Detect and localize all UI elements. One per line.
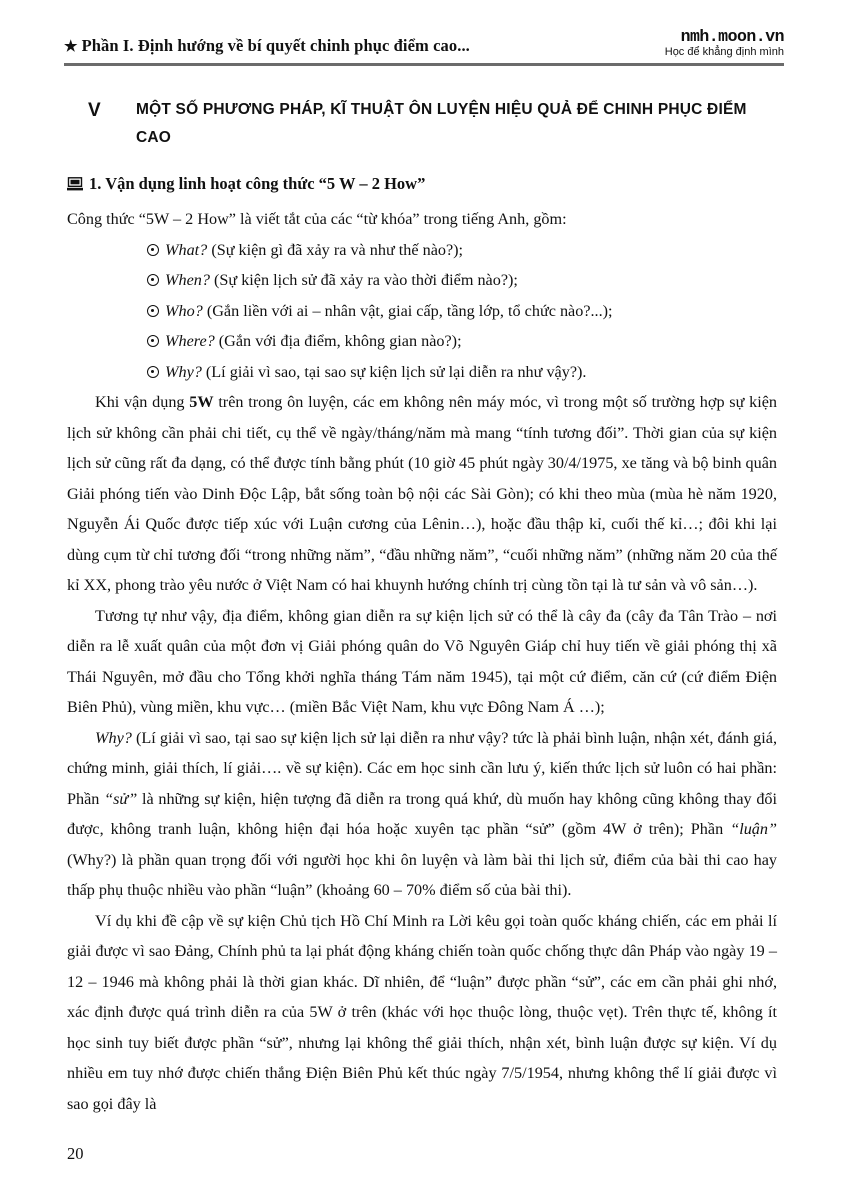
computer-icon — [67, 177, 83, 191]
paragraph-1: Khi vận dụng 5W trên trong ôn luyện, các em không nên máy móc, vì trong một số trường hợp sự kiện lịch sử không cần phải chi tiết, cụ thể về ngày/tháng/năm mà mang “tính tương đối”. Thời gian của sự kiện lịch sử cũng rất đa dạng, có thể được tính bằng phút (10 giờ 45 phút ngày 30/4/1975, xe tăng và bộ binh quân Giải phóng tiến vào Dinh Độc Lập, bắt sống toàn bộ nội các Sài Gòn); có khi theo mùa (mùa hè năm 1920, Nguyễn Ái Quốc được tiếp xúc với Luận cương của Lênin…), hoặc đầu thập kỉ, cuối thế kỉ…; đôi khi lại dùng cụm từ chỉ tương đối “trong những năm”, “đầu những năm”, “cuối những năm” (những năm 20 của thế kỉ XX, phong trào yêu nước ở Việt Nam có hai khuynh hướng chính trị cùng tồn tại là tư sản và vô sản…). — [67, 393, 777, 594]
brand-logo — [665, 28, 784, 59]
circle-bullet-icon — [147, 366, 159, 378]
circle-bullet-icon — [147, 335, 159, 347]
list-item: What? (Sự kiện gì đã xảy ra và như thế nào?); — [67, 235, 777, 266]
subheading: 1. Vận dụng linh hoạt công thức “5 W – 2 How” — [67, 174, 425, 194]
list-item: Where? (Gắn với địa điểm, không gian nào?); — [67, 326, 777, 357]
page-header — [64, 28, 784, 64]
list-item: When? (Sự kiện lịch sử đã xảy ra vào thời điểm nào?); — [67, 265, 777, 296]
paragraph-3: Why? (Lí giải vì sao, tại sao sự kiện lịch sử lại diễn ra như vậy? tức là phải bình luận, nhận xét, đánh giá, chứng minh, giải thích, lí giải…. về sự kiện). Các em học sinh cần lưu ý, kiến thức lịch sử luôn có hai phần: Phần “sử” là những sự kiện, hiện tượng đã diễn ra trong quá khứ, dù muốn hay không cũng không thay đổi được, không tranh luận, không hiện đại hóa hoặc xuyên tạc phần “sử” (gồm 4W ở trên); Phần “luận” (Why?) là phần quan trọng đối với người học khi ôn luyện và làm bài thi lịch sử, điểm của bài thi cao hay thấp phụ thuộc nhiều vào phần “luận” (khoảng 60 – 70% điểm số của bài thi). — [67, 728, 778, 899]
section-number: V — [88, 100, 101, 121]
brand-tagline: Học để khẳng định mình — [664, 46, 784, 58]
section-title: MỘT SỐ PHƯƠNG PHÁP, KĨ THUẬT ÔN LUYỆN HIỆU QUẢ ĐỂ CHINH PHỤC ĐIỂM CAO — [136, 101, 747, 146]
list-item: Who? (Gắn liền với ai – nhân vật, giai cấp, tầng lớp, tổ chức nào?...); — [67, 296, 777, 327]
star-icon: ★ — [64, 39, 78, 55]
brand-name: nmh.moon.vn — [680, 27, 784, 46]
paragraph-2: Tương tự như vậy, địa điểm, không gian diễn ra sự kiện lịch sử có thể là cây đa (cây đa Tân Trào – nơi diễn ra lễ xuất quân của một đơn vị Giải phóng quân do Võ Nguyên Giáp chỉ huy tiến về giải phóng thị xã Thái Nguyên, mở đầu cho Tổng khởi nghĩa tháng Tám năm 1945), tại một cứ điểm, căn cứ (cứ điểm Điện Biên Phủ), vùng miền, khu vực… (miền Bắc Việt Nam, khu vực Đông Nam Á …); — [67, 606, 777, 716]
keyword-list — [67, 235, 777, 388]
paragraph-4: Ví dụ khi đề cập về sự kiện Chủ tịch Hồ Chí Minh ra Lời kêu gọi toàn quốc kháng chiến, các em phải lí giải được vì sao Đảng, Chính phủ ta lại phát động kháng chiến toàn quốc chống thực dân Pháp vào ngày 19 – 12 – 1946 mà không phải là thời gian khác. Dĩ nhiên, để “luận” được phần “sử”, các em cần phải ghi nhớ, xác định được quá trình diễn ra của 5W ở trên (khác với học thuộc lòng, thuộc vẹt). Trên thực tế, không ít học sinh tuy biết được phần “sử”, nhưng lại không thể giải thích, nhận xét, bình luận được sự kiện. Ví dụ nhiều em tuy nhớ được chiến thắng Điện Biên Phủ kết thúc ngày 7/5/1954, nhưng không thể lí giải được vì sao gọi đây là — [67, 911, 777, 1113]
page-number: 20 — [67, 1144, 84, 1163]
list-item: Why? (Lí giải vì sao, tại sao sự kiện lịch sử lại diễn ra như vậy?). — [67, 357, 777, 388]
intro-paragraph: Công thức “5W – 2 How” là viết tắt của các “từ khóa” trong tiếng Anh, gồm: — [67, 210, 567, 228]
header-title: ★ Phần I. Định hướng về bí quyết chinh phục điểm cao... — [64, 36, 470, 55]
circle-bullet-icon — [147, 305, 159, 317]
circle-bullet-icon — [147, 274, 159, 286]
body-text — [67, 204, 777, 1119]
header-rule — [64, 63, 784, 66]
circle-bullet-icon — [147, 244, 159, 256]
